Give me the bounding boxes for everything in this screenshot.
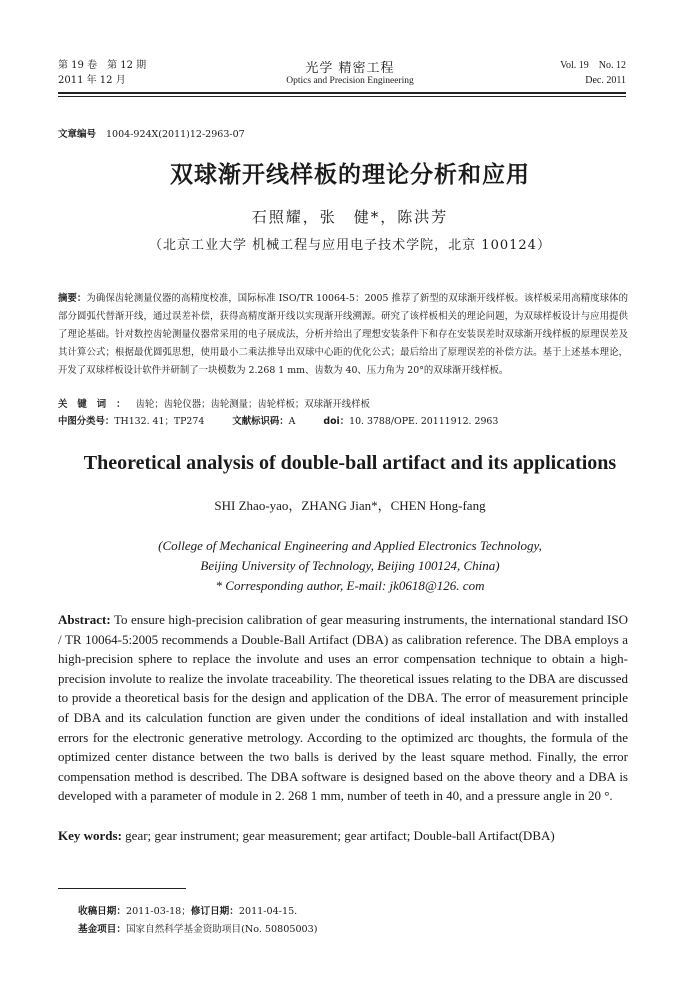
class-number-value: TH132. 41；TP274	[114, 416, 205, 427]
article-number-label: 文章编号	[58, 129, 97, 140]
abstract-en-text: To ensure high-precision calibration of gear measuring instruments, the international standard ISO / TR 10064-5:2005 recommends a Double-Ball Artifact (DBA) as calibration reference. The DBA employs a high-precision sphere to replace the involute and uses an error compensation technique to obtain a high-precision involute to realize the involate traceability. The theoretical issues relating to the DBA are discussed to provide a theoretical basis for the design and application of the DBA. The error of measurement principle of DBA and its calculation function are given under the conditions of ideal installation and with installed errors for the electronic generative metrology. According to the optimized arc thoughts, the formula of the optimized center distance between the two balls is derived by the least square method. Finally, the error compensation method is described. The DBA software is designed based on the above theory and a DBA is developed with a parameter of module in 2. 268 1 mm, number of teeth in 40, and a pressure angle in 20 °.	[58, 612, 628, 804]
keywords-cn-label: 关键词：	[58, 399, 136, 410]
footnote-fund	[78, 922, 618, 937]
class-number-label: 中图分类号：	[58, 416, 115, 427]
header-left	[58, 58, 146, 88]
header-volume-en: Vol. 19 No. 12	[560, 60, 626, 71]
keywords-en-label: Key words:	[58, 828, 122, 843]
revised-label: 修订日期：	[190, 906, 239, 917]
footnote-rule	[58, 888, 186, 889]
affiliation-en	[0, 536, 700, 596]
header-rule-thin	[58, 96, 626, 97]
authors-cn: 石照耀，张 健*，陈洪芳	[251, 208, 449, 226]
fund-value: 国家自然科学基金资助项目(No. 50805003)	[125, 924, 318, 935]
doi-label: doi：	[323, 416, 350, 427]
journal-title-en: Optics and Precision Engineering	[286, 76, 414, 86]
received-label: 收稿日期：	[78, 906, 126, 917]
journal-title-cn: 光学 精密工程	[305, 61, 395, 76]
doc-code-value: A	[288, 416, 296, 427]
doi-value: 10. 3788/OPE. 20111912. 2963	[349, 416, 499, 427]
header-right	[560, 58, 626, 88]
affiliation-cn: （北京工业大学 机械工程与应用电子技术学院，北京 100124）	[149, 238, 551, 253]
abstract-cn-label: 摘要：	[58, 293, 87, 304]
header-volume-cn: 第 19 卷 第 12 期	[58, 60, 147, 71]
footnote-dates	[78, 904, 618, 919]
abstract-cn	[58, 290, 628, 380]
abstract-en	[58, 610, 628, 806]
header-rule-thick	[58, 92, 626, 94]
article-number-value: 1004-924X(2011)12-2963-07	[106, 129, 245, 140]
keywords-en-text: gear; gear instrument; gear measurement; gear artifact; Double-ball Artifact(DBA)	[125, 828, 555, 843]
abstract-en-label: Abstract:	[58, 612, 111, 627]
keywords-cn-text: 齿轮；齿轮仪器；齿轮测量；齿轮样板；双球渐开线样板	[135, 399, 370, 410]
corresponding-author: * Corresponding author, E-mail: jk0618@126. com	[215, 578, 485, 593]
title-cn: 双球渐开线样板的理论分析和应用	[170, 162, 530, 188]
received-value: 2011-03-18；	[125, 906, 191, 917]
classification-line	[58, 414, 628, 429]
fund-label: 基金项目：	[78, 924, 126, 935]
header-center	[200, 57, 500, 86]
revised-value: 2011-04-15.	[238, 906, 298, 917]
affiliation-en-line2: Beijing University of Technology, Beijing 100124, China)	[200, 558, 500, 573]
authors-en: SHI Zhao-yao，ZHANG Jian*，CHEN Hong-fang	[214, 498, 486, 513]
title-en: Theoretical analysis of double-ball artifact and its applications	[83, 452, 617, 474]
keywords-en	[58, 826, 628, 845]
header-date-cn: 2011 年 12 月	[58, 75, 126, 86]
article-number	[58, 126, 245, 140]
affiliation-en-line1: (College of Mechanical Engineering and Applied Electronics Technology,	[158, 538, 542, 553]
abstract-cn-text: 为确保齿轮测量仪器的高精度校准，国际标准 ISO/TR 10064-5：2005 推荐了新型的双球渐开线样板。该样板采用高精度球体的部分圆弧代替渐开线，通过误差补偿，获得高精度渐开线以实现渐开线溯源。研究了该样板相关的理论问题，为双球样板设计与应用提供了理论基础。针对数控齿轮测量仪器常采用的电子展成法，分析并给出了理想安装条件下和存在安装误差时双球渐开线样板的原理误差及其计算公式；根据最优圆弧思想，使用最小二乘法推导出双球中心距的优化公式；最后给出了原理误差的补偿方法。基于上述基本理论，开发了双球样板设计软件并研制了一块模数为 2.268 1 mm、齿数为 40、压力角为 20°的双球渐开线样板。	[58, 293, 628, 376]
header-date-en: Dec. 2011	[585, 75, 626, 86]
keywords-cn	[58, 397, 628, 412]
doc-code-label: 文献标识码：	[232, 416, 289, 427]
